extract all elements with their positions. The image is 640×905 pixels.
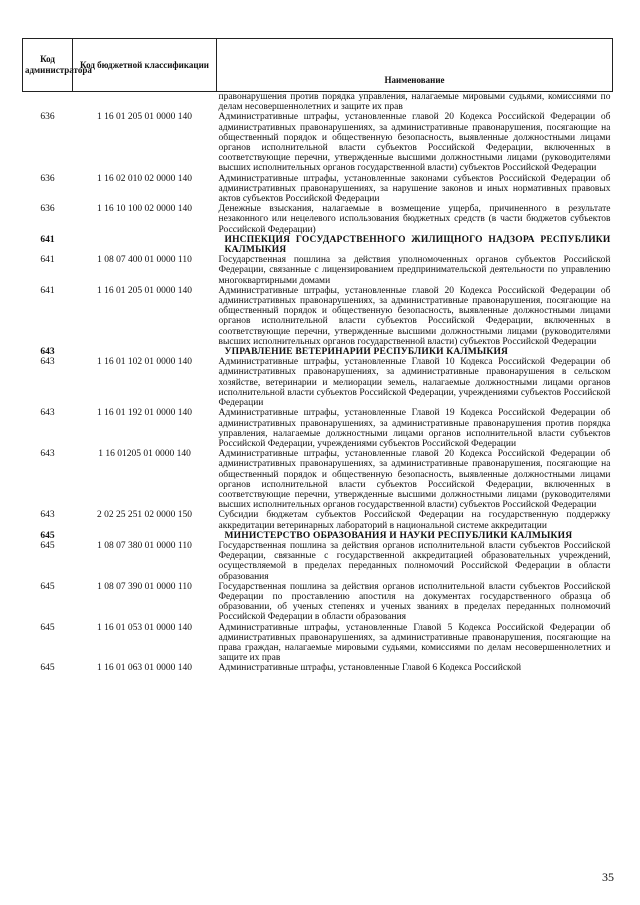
admin-code-cell: 645 [40,663,55,674]
admin-code-cell: 643 [40,510,55,521]
header-name: Наименование [217,39,613,92]
admin-code-cell: 645 [40,540,55,551]
admin-code-cell: 641 [40,234,55,245]
table-row [23,510,613,530]
budget-code-cell: 1 16 01 205 01 0000 140 [97,285,192,296]
section-header-row [23,531,613,541]
section-title: МИНИСТЕРСТВО ОБРАЗОВАНИЯ И НАУКИ РЕСПУБЛИКИ КАЛМЫКИЯ [224,530,573,541]
description-cell: Административные штрафы, установленные Главой 10 Кодекса Российской Федерации об административных правонарушениях, за административные правонарушения в сельском хозяйстве, ветеринарии и мелиорации земель, налагаемые должностными лицами органов исполнительной власти субъектов Российской Федерации, учреждениями субъектов Российской Федерации [218,357,611,409]
budget-code-cell: 1 16 01 192 01 0000 140 [97,408,192,419]
table-row [23,286,613,347]
description-cell: Денежные взыскания, налагаемые в возмещение ущерба, причиненного в результате незаконного или нецелевого использования бюджетных средств (в части бюджетов субъектов Российской Федерации) [218,204,611,235]
admin-code-cell: 645 [40,581,55,592]
admin-code-cell: 645 [40,530,55,541]
budget-code-cell: 1 08 07 400 01 0000 110 [97,255,192,266]
table-row [23,663,613,673]
section-header-row [23,235,613,255]
admin-code-cell: 645 [40,622,55,633]
table-row [23,204,613,235]
table-row [23,582,613,623]
admin-code-cell: 636 [40,204,55,215]
budget-code-cell: 1 08 07 390 01 0000 110 [97,581,192,592]
budget-code-cell: 1 16 10 100 02 0000 140 [97,204,192,215]
table-row [23,255,613,286]
page-number: 35 [602,870,614,884]
budget-classification-table [22,38,613,674]
budget-code-cell: 2 02 25 251 02 0000 150 [97,510,192,521]
admin-code-cell: 643 [40,449,55,460]
budget-code-cell: 1 16 01 053 01 0000 140 [97,622,192,633]
budget-code-cell: 1 16 01 102 01 0000 140 [97,357,192,368]
table-row [23,541,613,582]
description-cell: Государственная пошлина за действия уполномоченных органов субъектов Российской Федерации, связанные с лицензированием предпринимательской деятельности по управлению многоквартирными домами [218,255,611,286]
description-cell: Субсидии бюджетам субъектов Российской Федерации на государственную поддержку аккредитации ветеринарных лабораторий в национальной системе аккредитации [218,510,611,531]
table-body [23,92,613,674]
continuation-text: правонарушения против порядка управления, налагаемые мировыми судьями, комиссиями по делам несовершеннолетних и защите их прав [218,92,611,113]
table-row [23,449,613,510]
description-cell: Административные штрафы, установленные главой 20 Кодекса Российской Федерации об административных правонарушениях, за административные правонарушения, посягающие на общественный порядок и общественную безопасность, выявленные должностными лицами органов исполнительной власти субъектов Российской Федерации, включенных в соответствующие перечни, утвержденные высшими должностными лицами (руководителями высших исполнительных органов государственной власти) субъектов Российской Федерации [218,285,611,347]
admin-code-cell: 643 [40,347,55,358]
budget-code-cell: 1 16 01 205 01 0000 140 [97,112,192,123]
table-header-row [23,39,613,92]
description-cell: Государственная пошлина за действия органов исполнительной власти субъектов Российской Федерации по проставлению апостиля на документах государственного образца об образовании, об ученых степенях и ученых званиях в пределах переданных полномочий Российской Федерации в области образования [218,581,611,623]
section-title: ИНСПЕКЦИЯ ГОСУДАРСТВЕННОГО ЖИЛИЩНОГО НАДЗОРА РЕСПУБЛИКИ КАЛМЫКИЯ [224,234,611,256]
admin-code-cell: 641 [40,255,55,266]
budget-code-cell: 1 16 01205 01 0000 140 [98,449,191,460]
description-cell: Административные штрафы, установленные главой 20 Кодекса Российской Федерации об административных правонарушениях, за административные правонарушения, посягающие на общественный порядок и общественную безопасность, выявленные должностными лицами органов исполнительной власти субъектов Российской Федерации, включенных в соответствующие перечни, утвержденные высшими должностными лицами (руководителями высших исполнительных органов государственной власти) субъектов Российской Федерации [218,112,611,174]
header-budget-code: Код бюджетной классификации [73,39,217,92]
section-header-row [23,347,613,357]
budget-code-cell: 1 08 07 380 01 0000 110 [97,540,192,551]
description-cell: Административные штрафы, установленные главой 20 Кодекса Российской Федерации об административных правонарушениях, за административные правонарушения, посягающие на общественный порядок и общественную безопасность, выявленные должностными лицами органов исполнительной власти субъектов Российской Федерации, включенных в соответствующие перечни, утвержденные высшими должностными лицами (руководителями высших исполнительных органов государственной власти) субъектов Российской Федерации [218,449,611,511]
document-page [22,38,612,674]
admin-code-cell: 641 [40,285,55,296]
table-row [23,623,613,664]
table-row [23,357,613,408]
section-title: УПРАВЛЕНИЕ ВЕТЕРИНАРИИ РЕСПУБЛИКИ КАЛМЫКИЯ [224,347,509,358]
header-admin-code: Код администратора [23,39,73,92]
admin-code-cell: 643 [40,408,55,419]
continuation-row [23,92,613,113]
table-row [23,174,613,205]
admin-code-cell: 636 [40,112,55,123]
admin-code-cell: 636 [40,173,55,184]
table-row [23,408,613,449]
description-cell: Административные штрафы, установленные Главой 6 Кодекса Российской [218,663,522,674]
description-cell: Административные штрафы, установленные законами субъектов Российской Федерации об административных правонарушениях, за нарушение законов и иных нормативных правовых актов субъектов Российской Федерации [218,173,611,205]
budget-code-cell: 1 16 02 010 02 0000 140 [97,173,192,184]
description-cell: Административные штрафы, установленные Главой 5 Кодекса Российской Федерации об административных правонарушениях, за административные правонарушения, посягающие на права граждан, налагаемые мировыми судьями, комиссиями по делам несовершеннолетних и защите их прав [218,622,611,664]
budget-code-cell: 1 16 01 063 01 0000 140 [97,663,192,674]
admin-code-cell: 643 [40,357,55,368]
description-cell: Административные штрафы, установленные Главой 19 Кодекса Российской Федерации об административных правонарушениях, за административные правонарушения против порядка управления, налагаемые должностными лицами органов исполнительной власти субъектов Российской Федерации, учреждениями субъектов Российской Федерации [218,408,611,449]
description-cell: Государственная пошлина за действия органов исполнительной власти субъектов Российской Федерации, связанные с государственной аккредитацией образовательных учреждений, осуществляемой в пределах переданных полномочий Российской Федерации в области образования [218,540,611,582]
table-row [23,112,613,173]
